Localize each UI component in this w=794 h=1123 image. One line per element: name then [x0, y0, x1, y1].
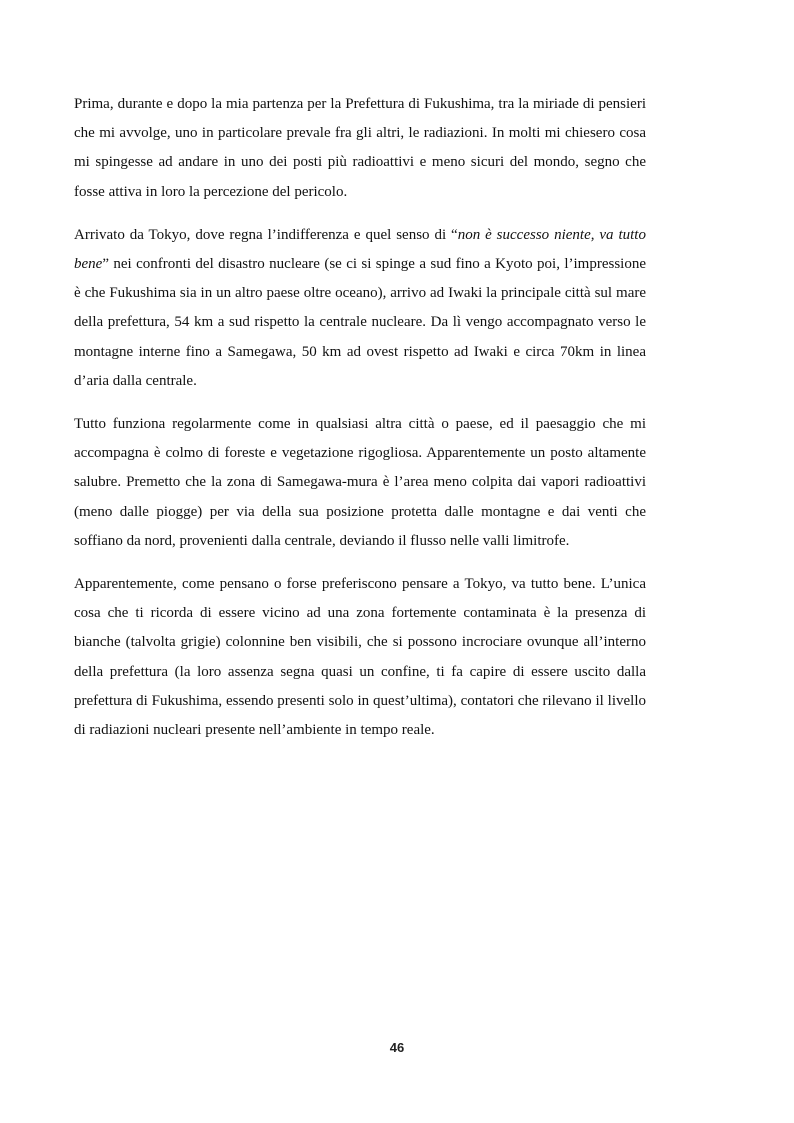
paragraph-2-lead: Arrivato da Tokyo, dove regna l’indifferenza e quel senso di “: [74, 226, 458, 243]
paragraph-2-rest: ” nei confronti del disastro nucleare (se ci si spinge a sud fino a Kyoto poi, l’impressione è che Fukushima sia in un altro paese oltre oceano), arrivo ad Iwaki la principale città sul mare della prefettura, 54 km a sud rispetto la centrale nucleare. Da lì vengo accompagnato verso le montagne interne fino a Samegawa, 50 km ad ovest rispetto ad Iwaki e circa 70km in linea d’aria dalla centrale.: [74, 256, 646, 389]
page-number: 46: [389, 1040, 405, 1055]
body-text: [74, 90, 646, 745]
paragraph-2-quote: non è successo niente, va tutto bene: [74, 226, 646, 273]
paragraph-3: Tutto funziona regolarmente come in qualsiasi altra città o paese, ed il paesaggio che mi accompagna è colmo di foreste e vegetazione rigogliosa. Apparentemente un posto altamente salubre. Premetto che la zona di Samegawa-mura è l’area meno colpita dai vapori radioattivi (meno dalle piogge) per via della sua posizione protetta dalle montagne e dai venti che soffiano da nord, provenienti dalla centrale, deviando il flusso nelle valli limitrofe.: [74, 416, 646, 549]
paragraph-2: [74, 221, 646, 396]
paragraph-1: Prima, durante e dopo la mia partenza per la Prefettura di Fukushima, tra la miriade di pensieri che mi avvolge, uno in particolare prevale fra gli altri, le radiazioni. In molti mi chiesero cosa mi spingesse ad andare in uno dei posti più radioattivi e meno sicuri del mondo, segno che fosse attiva in loro la percezione del pericolo.: [74, 96, 646, 200]
paragraph-4: Apparentemente, come pensano o forse preferiscono pensare a Tokyo, va tutto bene. L’unica cosa che ti ricorda di essere vicino ad una zona fortemente contaminata è la presenza di bianche (talvolta grigie) colonnine ben visibili, che si possono incrociare ovunque all’interno della prefettura (la loro assenza segna quasi un confine, ti fa capire di essere uscito dalla prefettura di Fukushima, essendo presenti solo in quest’ultima), contatori che rilevano il livello di radiazioni nucleari presente nell’ambiente in tempo reale.: [74, 576, 646, 739]
